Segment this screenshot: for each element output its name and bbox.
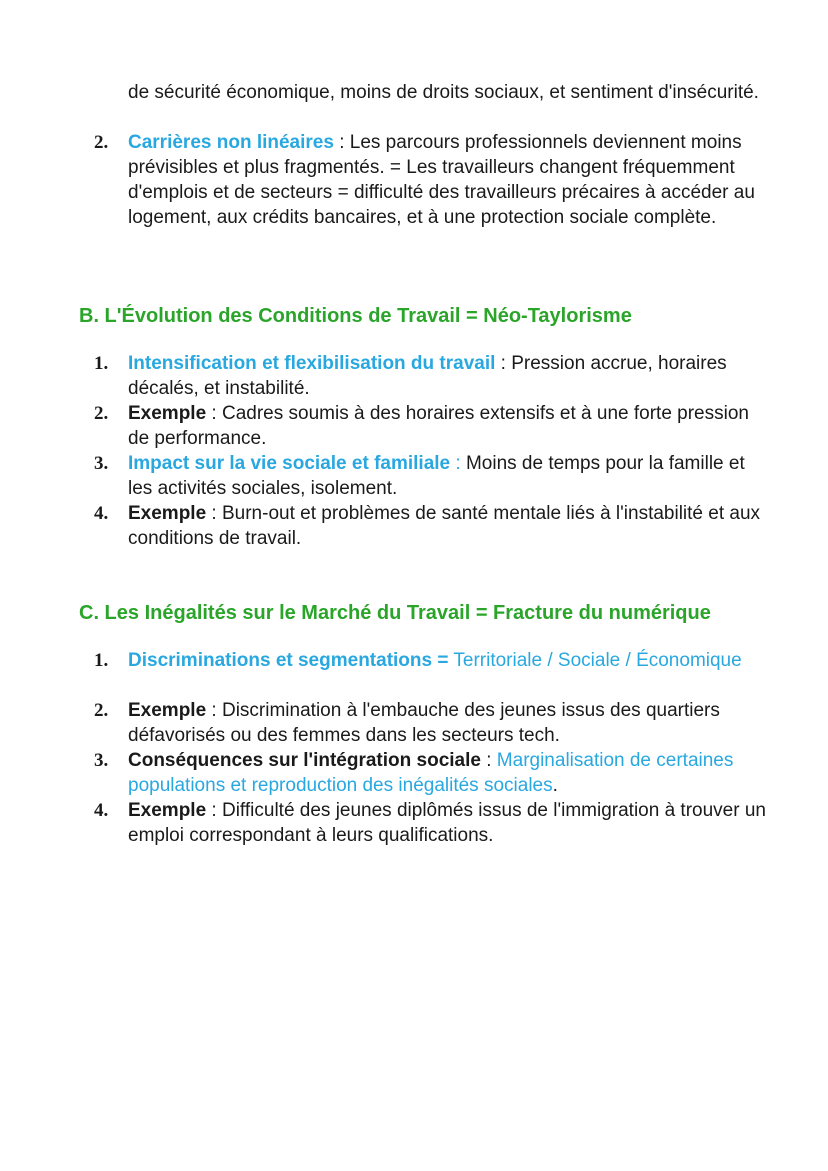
list-item — [94, 501, 768, 551]
list-text: : Les parcours professionnels deviennent moins prévisibles et plus fragmentés. = Les travailleurs changent fréquemment d'emplois et de secteurs = difficulté des travailleurs précaires à accéder au logement, aux crédits bancaires, et à une protection sociale complète. — [128, 132, 755, 228]
list-text: Marginalisation de certaines populations et reproduction des inégalités sociales — [128, 750, 734, 796]
list-text: Moins de temps pour la famille et les activités sociales, isolement. — [128, 453, 745, 499]
section-heading-b: B. L'Évolution des Conditions de Travail = Néo-Taylorisme — [79, 305, 632, 327]
list-separator: : — [480, 750, 497, 771]
list-keyword: Exemple — [128, 800, 207, 821]
list-text: Territoriale / Sociale / Économique — [448, 650, 742, 671]
list-number: 1. — [94, 353, 109, 374]
list-text: : Burn-out et problèmes de santé mentale liés à l'instabilité et aux conditions de travail. — [128, 503, 761, 549]
list-number: 2. — [94, 403, 109, 424]
list-number: 1. — [94, 650, 109, 671]
list-number: 4. — [94, 503, 109, 524]
list-item — [94, 351, 768, 401]
list-text: : Pression accrue, horaires décalés, et instabilité. — [128, 353, 727, 399]
list-keyword: Intensification et flexibilisation du travail — [128, 353, 496, 374]
list-keyword: Carrières non linéaires — [128, 132, 334, 153]
list-keyword: Discriminations et segmentations = — [128, 650, 449, 671]
section-heading-c: C. Les Inégalités sur le Marché du Travail = Fracture du numérique — [79, 602, 711, 624]
list-keyword: Exemple — [128, 503, 207, 524]
list-item — [94, 130, 768, 230]
list-number: 3. — [94, 453, 109, 474]
list-keyword: Impact sur la vie sociale et familiale — [128, 453, 451, 474]
list-keyword: Exemple — [128, 700, 207, 721]
list-number: 2. — [94, 700, 109, 721]
list-text-end: . — [552, 775, 558, 796]
list-keyword: Conséquences sur l'intégration sociale — [128, 750, 481, 771]
list-item — [94, 451, 768, 501]
continuation-line: de sécurité économique, moins de droits sociaux, et sentiment d'insécurité. — [128, 82, 759, 103]
list-item — [94, 798, 768, 848]
list-number: 4. — [94, 800, 109, 821]
list-item — [94, 698, 768, 748]
list-item — [94, 401, 768, 451]
list-text: : Difficulté des jeunes diplômés issus de l'immigration à trouver un emploi correspondant à leurs qualifications. — [128, 800, 766, 846]
list-item — [94, 648, 768, 673]
list-text: : Cadres soumis à des horaires extensifs et à une forte pression de performance. — [128, 403, 749, 449]
list-separator: : — [450, 453, 461, 474]
list-number: 3. — [94, 750, 109, 771]
list-number: 2. — [94, 132, 109, 153]
list-text: : Discrimination à l'embauche des jeunes issus des quartiers défavorisés ou des femmes dans les secteurs tech. — [128, 700, 720, 746]
continuation-text — [128, 80, 768, 105]
list-keyword: Exemple — [128, 403, 207, 424]
list-item — [94, 748, 768, 798]
